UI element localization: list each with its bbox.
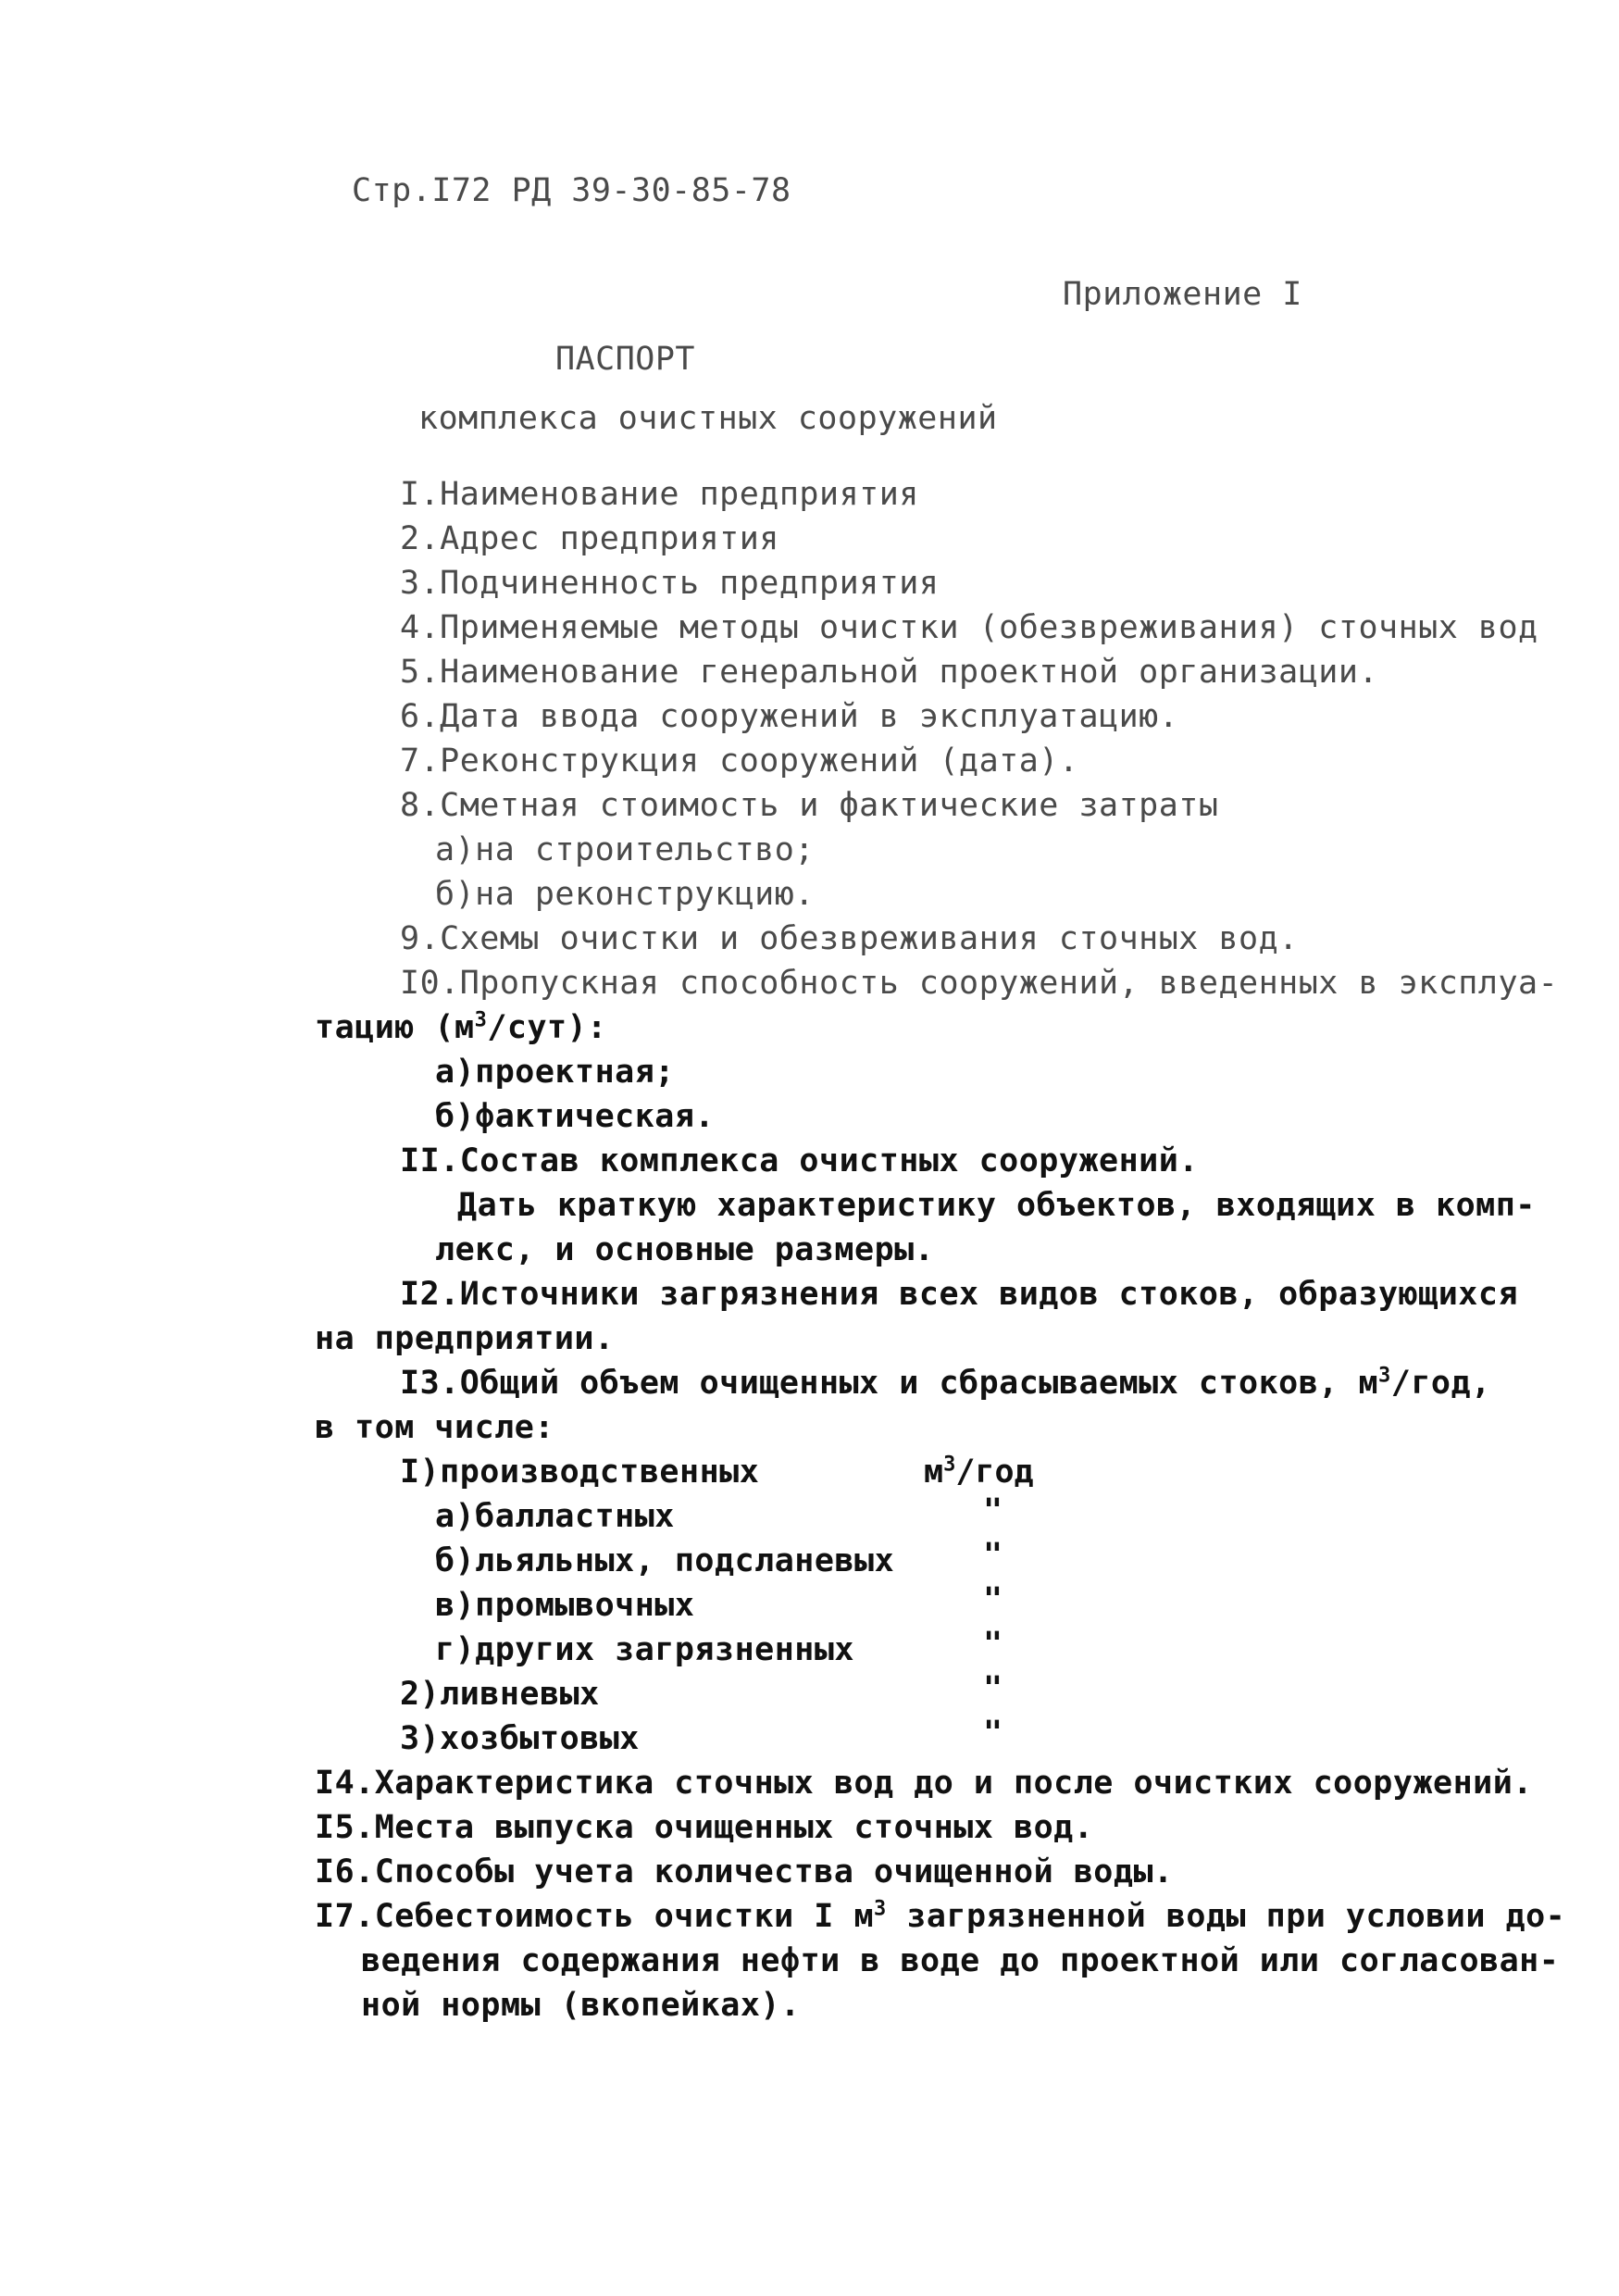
- volume-unit-header: [924, 1452, 1034, 1492]
- volume-row-label: I)производственных: [400, 1454, 760, 1491]
- volume-row-label: а)балластных: [435, 1498, 675, 1535]
- item-11-note-line1: Дать краткую характеристику объектов, входящих в комп-: [457, 1187, 1536, 1224]
- item-8b: б)на реконструкцию.: [435, 876, 815, 913]
- document-title: ПАСПОРТ: [555, 341, 696, 378]
- item-1: I.Наименование предприятия: [400, 476, 919, 513]
- item-4: 4.Применяемые методы очистки (обезвреживания) сточных вод: [400, 609, 1538, 646]
- item-17-line2: ведения содержания нефти в воде до проектной или согласован-: [361, 1942, 1560, 1979]
- volume-row-label: в)промывочных: [435, 1587, 695, 1624]
- appendix-label: Приложение I: [1063, 276, 1302, 313]
- volume-row-label: б)льяльных, подсланевых: [435, 1542, 895, 1579]
- item-10-text: тацию (м: [315, 1009, 475, 1046]
- volume-row-label: г)других загрязненных: [435, 1631, 855, 1668]
- item-12-line1: I2.Источники загрязнения всех видов стоков, образующихся: [400, 1276, 1519, 1313]
- superscript-3: 3: [474, 1008, 488, 1032]
- item-10-unit-tail: /сут):: [487, 1009, 607, 1046]
- superscript-3: 3: [874, 1897, 887, 1921]
- item-7: 7.Реконструкция сооружений (дата).: [400, 742, 1079, 780]
- unit-tail: /год: [955, 1454, 1034, 1491]
- item-13-unit-tail: /год,: [1390, 1365, 1491, 1402]
- item-17-text-tail: загрязненной воды при условии до-: [886, 1898, 1566, 1935]
- item-17-text: I7.Себестоимость очистки I м: [315, 1898, 875, 1935]
- page-reference: Стр.I72 РД 39-30-85-78: [352, 172, 791, 209]
- item-9: 9.Схемы очистки и обезвреживания сточных вод.: [400, 920, 1299, 957]
- superscript-3: 3: [943, 1453, 956, 1477]
- item-10b: б)фактическая.: [435, 1098, 716, 1135]
- item-10-line2: [315, 1007, 607, 1048]
- document-subtitle: комплекса очистных сооружений: [418, 400, 998, 437]
- item-16: I6.Способы учета количества очищенной воды.: [315, 1853, 1174, 1890]
- item-8: 8.Сметная стоимость и фактические затраты: [400, 787, 1219, 824]
- volume-row-label: 2)ливневых: [400, 1676, 600, 1713]
- volume-row-label: 3)хозбытовых: [400, 1720, 640, 1757]
- ditto-mark: ": [983, 1626, 1003, 1663]
- item-13-line1: [400, 1363, 1491, 1404]
- unit-text: м: [924, 1454, 944, 1491]
- ditto-mark: ": [983, 1537, 1003, 1574]
- item-11: II.Состав комплекса очистных сооружений.: [400, 1142, 1199, 1179]
- item-10-line1: I0.Пропускная способность сооружений, введенных в эксплуа-: [400, 965, 1559, 1002]
- item-13-text: I3.Общий объем очищенных и сбрасываемых стоков, м: [400, 1365, 1379, 1402]
- item-13-line2: в том числе:: [315, 1409, 554, 1446]
- item-12-line2: на предприятии.: [315, 1320, 615, 1357]
- ditto-mark: ": [983, 1492, 1003, 1529]
- ditto-mark: ": [983, 1581, 1003, 1618]
- item-17-line3: ной нормы (вкопейках).: [361, 1987, 801, 2024]
- superscript-3: 3: [1378, 1364, 1391, 1388]
- item-2: 2.Адрес предприятия: [400, 520, 779, 557]
- item-8a: а)на строительство;: [435, 831, 815, 868]
- item-14: I4.Характеристика сточных вод до и после очистких сооружений.: [315, 1765, 1533, 1802]
- ditto-mark: ": [983, 1670, 1003, 1707]
- item-10a: а)проектная;: [435, 1054, 675, 1091]
- item-3: 3.Подчиненность предприятия: [400, 565, 940, 602]
- item-17-line1: [315, 1896, 1565, 1937]
- item-6: 6.Дата ввода сооружений в эксплуатацию.: [400, 698, 1179, 735]
- ditto-mark: ": [983, 1715, 1003, 1752]
- item-5: 5.Наименование генеральной проектной организации.: [400, 654, 1379, 691]
- item-11-note-line2: лекс, и основные размеры.: [435, 1231, 935, 1268]
- item-15: I5.Места выпуска очищенных сточных вод.: [315, 1809, 1094, 1846]
